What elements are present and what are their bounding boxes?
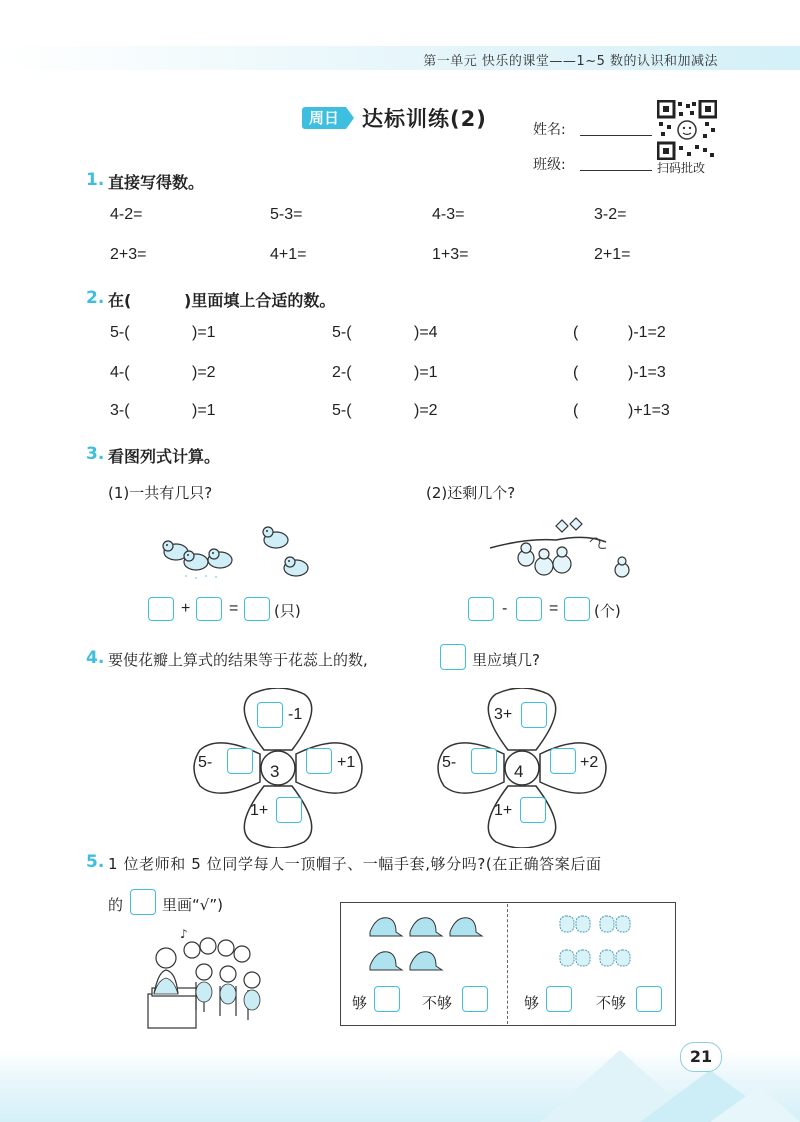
- q3-eq: =: [229, 600, 239, 617]
- q2-left: 5-(: [332, 324, 352, 341]
- q3-sub2: (2)还剩几个?: [426, 484, 516, 502]
- flower1-bottom-box[interactable]: [276, 797, 302, 823]
- q2-right: )-1=2: [628, 324, 666, 341]
- flower2-bottom-text: 1+: [494, 802, 513, 819]
- flower2-left-box[interactable]: [471, 748, 497, 774]
- q3-answer-box[interactable]: [516, 597, 542, 621]
- q3-op: -: [502, 600, 508, 617]
- page-title: 达标训练(2): [362, 107, 487, 131]
- flower1-bottom-text: 1+: [250, 802, 269, 819]
- hats-enough-box[interactable]: [374, 986, 400, 1012]
- flower2-bottom-box[interactable]: [520, 797, 546, 823]
- flower2-top-text: 3+: [494, 706, 513, 723]
- q5-text-b-pre: 的: [108, 896, 124, 914]
- q5-box-sample: [130, 889, 156, 915]
- flower1-center: 3: [270, 762, 280, 781]
- q2-left: 4-(: [110, 364, 130, 381]
- q3-text: 看图列式计算。: [108, 447, 221, 466]
- q3-sub1: (1)一共有几只?: [108, 484, 213, 502]
- enough-label-hats: 够: [352, 994, 368, 1012]
- footer-decoration: [540, 1030, 800, 1122]
- q3-number: 3.: [86, 444, 105, 464]
- q4-text-b: 里应填几?: [472, 651, 540, 669]
- q1-item: 1+3=: [432, 246, 469, 263]
- flower2-right-text: +2: [580, 754, 599, 771]
- q2-left: 5-(: [110, 324, 130, 341]
- gourds-illustration: [486, 516, 646, 580]
- q3-unit: (个): [594, 602, 621, 620]
- q1-item: 5-3=: [270, 206, 303, 223]
- frame-divider: [507, 904, 508, 1024]
- class-field[interactable]: [580, 156, 652, 171]
- q2-left: (: [573, 402, 579, 419]
- q1-item: 4-3=: [432, 206, 465, 223]
- q1-text: 直接写得数。: [108, 173, 205, 192]
- flower1-top-text: -1: [288, 706, 303, 723]
- q3-answer-box[interactable]: [244, 597, 270, 621]
- q4-text-a: 要使花瓣上算式的结果等于花蕊上的数,: [108, 651, 368, 669]
- q5-number: 5.: [86, 852, 105, 872]
- flower1-right-text: +1: [337, 754, 356, 771]
- q2-text-a: 在(: [108, 291, 132, 310]
- q3-op: +: [181, 600, 191, 617]
- teacher-students-illustration: [144, 928, 272, 1032]
- flower1-right-box[interactable]: [306, 748, 332, 774]
- q1-item: 3-2=: [594, 206, 627, 223]
- q3-answer-box[interactable]: [148, 597, 174, 621]
- q2-right: )=2: [192, 364, 216, 381]
- unit-header: 第一单元 快乐的课堂——1~5 数的认识和加减法: [423, 54, 718, 69]
- birds-illustration: [156, 518, 316, 582]
- day-badge: 周日: [302, 107, 346, 129]
- class-label: 班级:: [533, 157, 566, 173]
- flower2-center: 4: [514, 762, 524, 781]
- hats-illustration: [366, 912, 486, 978]
- q2-right: )=1: [414, 364, 438, 381]
- flower2-left-text: 5-: [442, 754, 457, 771]
- q4-number: 4.: [86, 648, 105, 668]
- q2-left: (: [573, 364, 579, 381]
- q3-answer-box[interactable]: [468, 597, 494, 621]
- q1-item: 2+3=: [110, 246, 147, 263]
- q3-answer-box[interactable]: [564, 597, 590, 621]
- q1-item: 4-2=: [110, 206, 143, 223]
- q1-item: 2+1=: [594, 246, 631, 263]
- q2-right: )=1: [192, 324, 216, 341]
- q2-left: 2-(: [332, 364, 352, 381]
- flower1-top-box[interactable]: [257, 702, 283, 728]
- gloves-illustration: [556, 912, 636, 978]
- q1-number: 1.: [86, 170, 105, 190]
- hats-not-enough-box[interactable]: [462, 986, 488, 1012]
- q3-eq: =: [549, 600, 559, 617]
- flower1-left-box[interactable]: [227, 748, 253, 774]
- q1-item: 4+1=: [270, 246, 307, 263]
- gloves-enough-box[interactable]: [546, 986, 572, 1012]
- page-number: 21: [680, 1042, 722, 1072]
- not-enough-label-hats: 不够: [422, 994, 453, 1012]
- name-field[interactable]: [580, 121, 652, 136]
- q2-right: )=1: [192, 402, 216, 419]
- q5-text-b-post: 里画“√”): [162, 896, 223, 914]
- flower2-top-box[interactable]: [521, 702, 547, 728]
- q4-box-sample: [440, 644, 466, 670]
- q2-text-b: )里面填上合适的数。: [184, 291, 336, 310]
- q2-right: )=4: [414, 324, 438, 341]
- q2-left: 3-(: [110, 402, 130, 419]
- q2-left: 5-(: [332, 402, 352, 419]
- q5-text-a: 1 位老师和 5 位同学每人一顶帽子、一幅手套,够分吗?(在正确答案后面: [108, 855, 602, 873]
- gloves-not-enough-box[interactable]: [636, 986, 662, 1012]
- name-label: 姓名:: [533, 122, 566, 138]
- q2-right: )+1=3: [628, 402, 670, 419]
- not-enough-label-gloves: 不够: [596, 994, 627, 1012]
- q2-number: 2.: [86, 288, 105, 308]
- q2-left: (: [573, 324, 579, 341]
- enough-label-gloves: 够: [524, 994, 540, 1012]
- q2-right: )=2: [414, 402, 438, 419]
- svg-text:♪: ♪: [180, 928, 188, 941]
- q2-right: )-1=3: [628, 364, 666, 381]
- qr-caption: 扫码批改: [657, 161, 706, 175]
- q3-unit: (只): [274, 602, 301, 620]
- flower2-right-box[interactable]: [550, 748, 576, 774]
- q3-answer-box[interactable]: [196, 597, 222, 621]
- flower1-left-text: 5-: [198, 754, 213, 771]
- qr-code-icon[interactable]: [657, 100, 717, 160]
